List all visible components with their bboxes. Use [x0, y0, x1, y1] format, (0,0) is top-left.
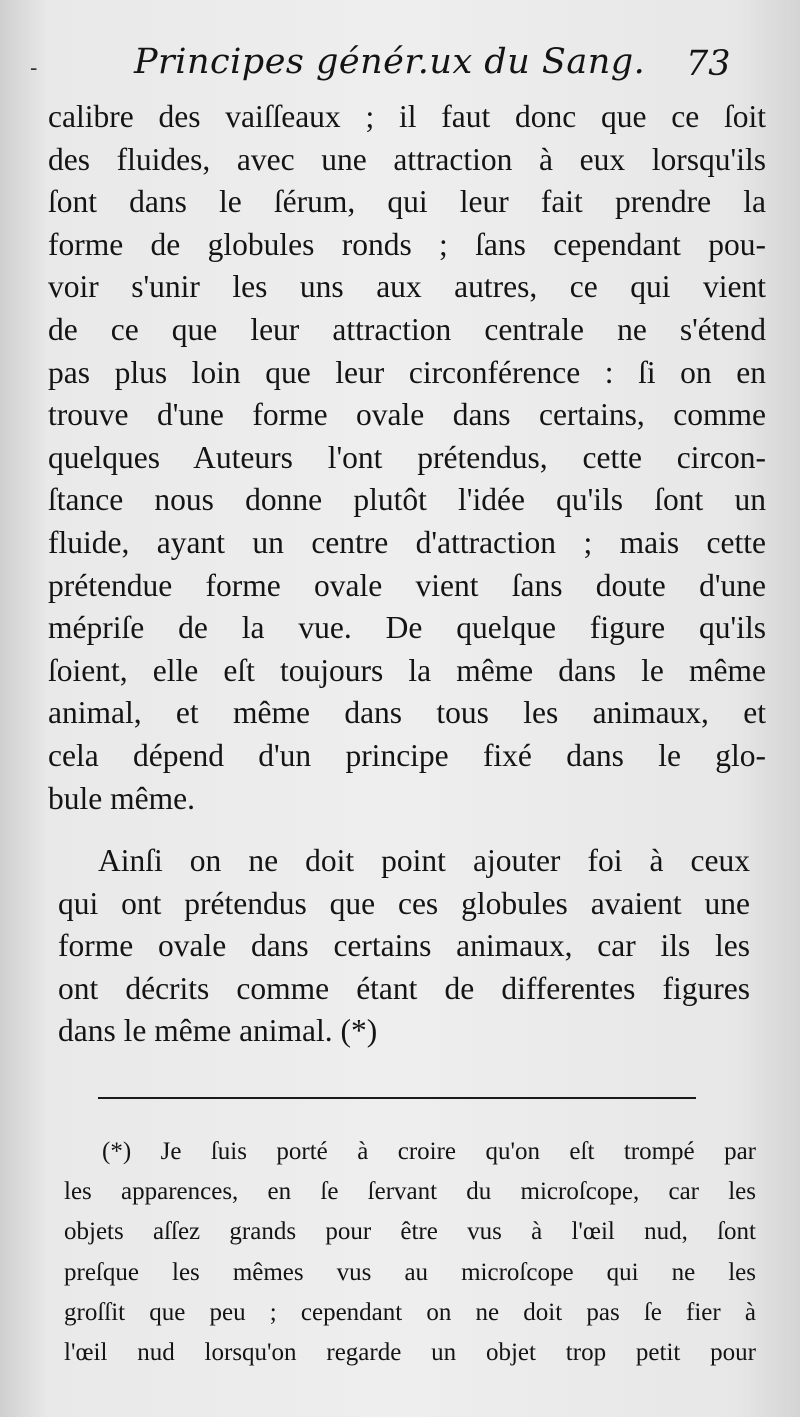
text-line: calibre des vaiſſeaux ; il faut donc que ce ſoit — [48, 99, 766, 134]
text-line: prétendue forme ovale vient ſans doute d'une — [48, 567, 766, 603]
footnote-line: objets aſſez grands pour être vus à l'œil nud, ſont — [64, 1218, 756, 1246]
text-line: Ainſi on ne doit point ajouter foi à ceux — [98, 843, 750, 878]
footnote — [64, 1132, 756, 1373]
text-line: trouve d'une forme ovale dans certains, comme — [48, 397, 766, 433]
footnote-line: (*) Je ſuis porté à croire qu'on eſt trompé par — [102, 1138, 756, 1165]
text-line: pas plus loin que leur circonférence : ſi on en — [48, 354, 766, 390]
text-line: des fluides, avec une attraction à eux lorsqu'ils — [48, 141, 766, 177]
footnote-line: preſque les mêmes vus au microſcope qui ne les — [64, 1258, 756, 1286]
text-line: ſont dans le ſérum, qui leur fait prendre la — [48, 184, 766, 220]
text-line: quelques Auteurs l'ont prétendus, cette circon- — [48, 439, 766, 475]
text-line: mépriſe de la vue. De quelque figure qu'ils — [48, 610, 766, 646]
text-line: ſtance nous donne plutôt l'idée qu'ils ſont un — [48, 482, 766, 518]
page-number: 73 — [686, 44, 731, 84]
text-line: ont décrits comme étant de differentes figures — [58, 970, 750, 1006]
text-line: forme ovale dans certains animaux, car ils les — [58, 928, 750, 964]
footnote-line: groſſit que peu ; cependant on ne doit pas ſe fier à — [64, 1298, 756, 1326]
header-dash: - — [30, 56, 38, 81]
paragraph-1 — [48, 96, 766, 820]
footnote-rule — [98, 1097, 696, 1099]
text-line: animal, et même dans tous les animaux, et — [48, 695, 766, 731]
page-header — [0, 38, 800, 98]
text-line: bule même. — [48, 780, 195, 816]
text-line: qui ont prétendus que ces globules avaient une — [58, 885, 750, 921]
text-line: forme de globules ronds ; ſans cependant pou- — [48, 226, 766, 262]
text-line: de ce que leur attraction centrale ne s'étend — [48, 311, 766, 347]
text-line: ſoient, elle eſt toujours la même dans le même — [48, 652, 766, 688]
footnote-line: l'œil nud lorsqu'on regarde un objet trop petit pour — [64, 1338, 756, 1366]
text-line: dans le même animal. (*) — [58, 1013, 378, 1049]
text-line: cela dépend d'un principe fixé dans le glo- — [48, 737, 766, 773]
footnote-line: les apparences, en ſe ſervant du microſcope, car les — [64, 1178, 756, 1206]
running-title: Principes génér.ux du Sang. — [134, 42, 646, 82]
text-line: voir s'unir les uns aux autres, ce qui vient — [48, 269, 766, 305]
paragraph-2 — [58, 840, 750, 1053]
text-line: fluide, ayant un centre d'attraction ; mais cette — [48, 524, 766, 560]
